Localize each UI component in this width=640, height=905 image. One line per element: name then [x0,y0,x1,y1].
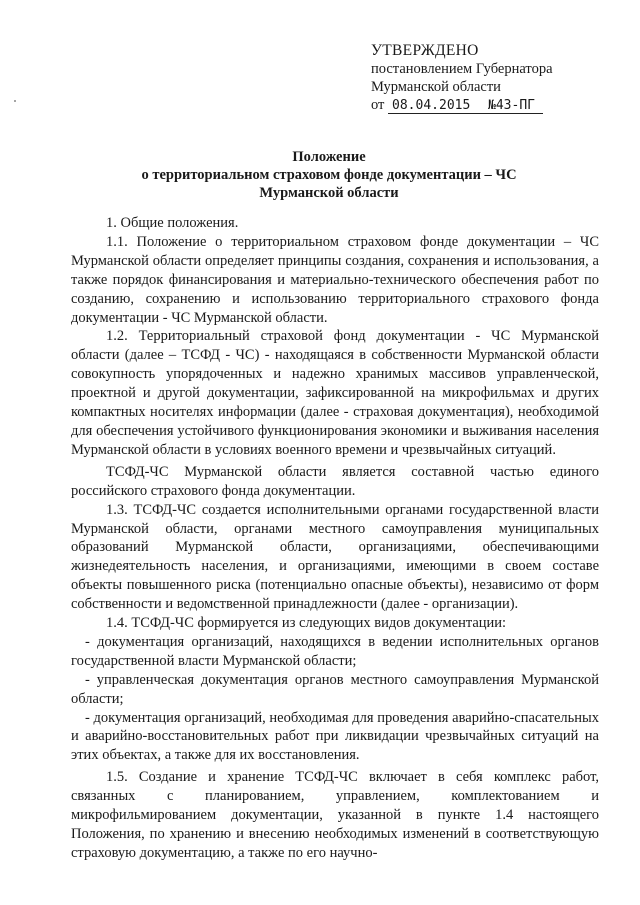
document-body [71,214,599,863]
approval-title: УТВЕРЖДЕНО [371,42,479,59]
section-title: 1. Общие положения. [106,215,239,231]
paragraph-1-5: 1.5. Создание и хранение ТСФД-ЧС включает в себя комплекс работ, связанных с планированием, управлением, комплектованием и микрофильмированием документации, указанной в пункте 1.4 настоящего Положения, по хранению и внесению необходимых изменений в соответствующую страховую документацию, а также по его научно- [71,769,599,861]
approval-line-1: постановлением Губернатора [371,61,553,77]
list-item-2: - управленческая документация органов местного самоуправления Мурманской области; [71,671,599,707]
heading-line-2: о территориальном страховом фонде документации – ЧС [141,167,517,183]
paragraph-tsfd-part: ТСФД-ЧС Мурманской области является составной частью единого российского страхового фонда документации. [71,463,599,499]
list-item-1: - документация организаций, находящихся в ведении исполнительных органов государственной власти Мурманской области; [71,633,599,669]
scan-speck [14,100,16,102]
heading-line-1: Положение [292,149,366,165]
paragraph-1-1: 1.1. Положение о территориальном страховом фонде документации – ЧС Мурманской области определяет принципы создания, сохранения и использования, а также порядок финансирования и материально-технического обеспечения работ по созданию, сохранению и использованию территориального страхового фонда документации - ЧС Мурманской области. [71,233,599,326]
approval-from-prefix: от [371,97,385,113]
paragraph-1-2: 1.2. Территориальный страховой фонд документации - ЧС Мурманской области (далее – ТСФД - ЧС) - находящаяся в собственности Мурманской области совокупность упорядоченных и надежно хранимых массивов управленческой, проектной и другой документации, зафиксированной на микрофильмах и других компактных носителях информации (далее - страховая документация), необходимой для обеспечения устойчивого функционирования экономики и выживания населения Мурманской области в условиях военного времени и чрезвычайных ситуаций. [71,328,599,458]
approval-number: №43-ПГ [488,98,543,114]
heading-line-3: Мурманской области [259,185,399,201]
approval-line-2: Мурманской области [371,79,501,95]
paragraph-1-3: 1.3. ТСФД-ЧС создается исполнительными органами государственной власти Мурманской области, органами местного самоуправления муниципальных образований Мурманской области, организациями, обеспечивающими жизнедеятельность населения, и организациями, имеющими в своем составе объекты повышенного риска (потенциально опасные объекты), независимо от форм собственности и ведомственной принадлежности (далее - организации). [71,501,599,613]
approval-date-line [371,96,621,114]
approval-date: 08.04.2015 [388,98,488,114]
approval-stamp [371,42,621,114]
document-heading [120,148,538,202]
list-item-3: - документация организаций, необходимая для проведения аварийно-спасательных и аварийно-восстановительных работ при ликвидации чрезвычайных ситуаций на этих объектах, а также для их восстановления. [71,709,599,764]
paragraph-1-4: 1.4. ТСФД-ЧС формируется из следующих видов документации: [106,615,507,632]
